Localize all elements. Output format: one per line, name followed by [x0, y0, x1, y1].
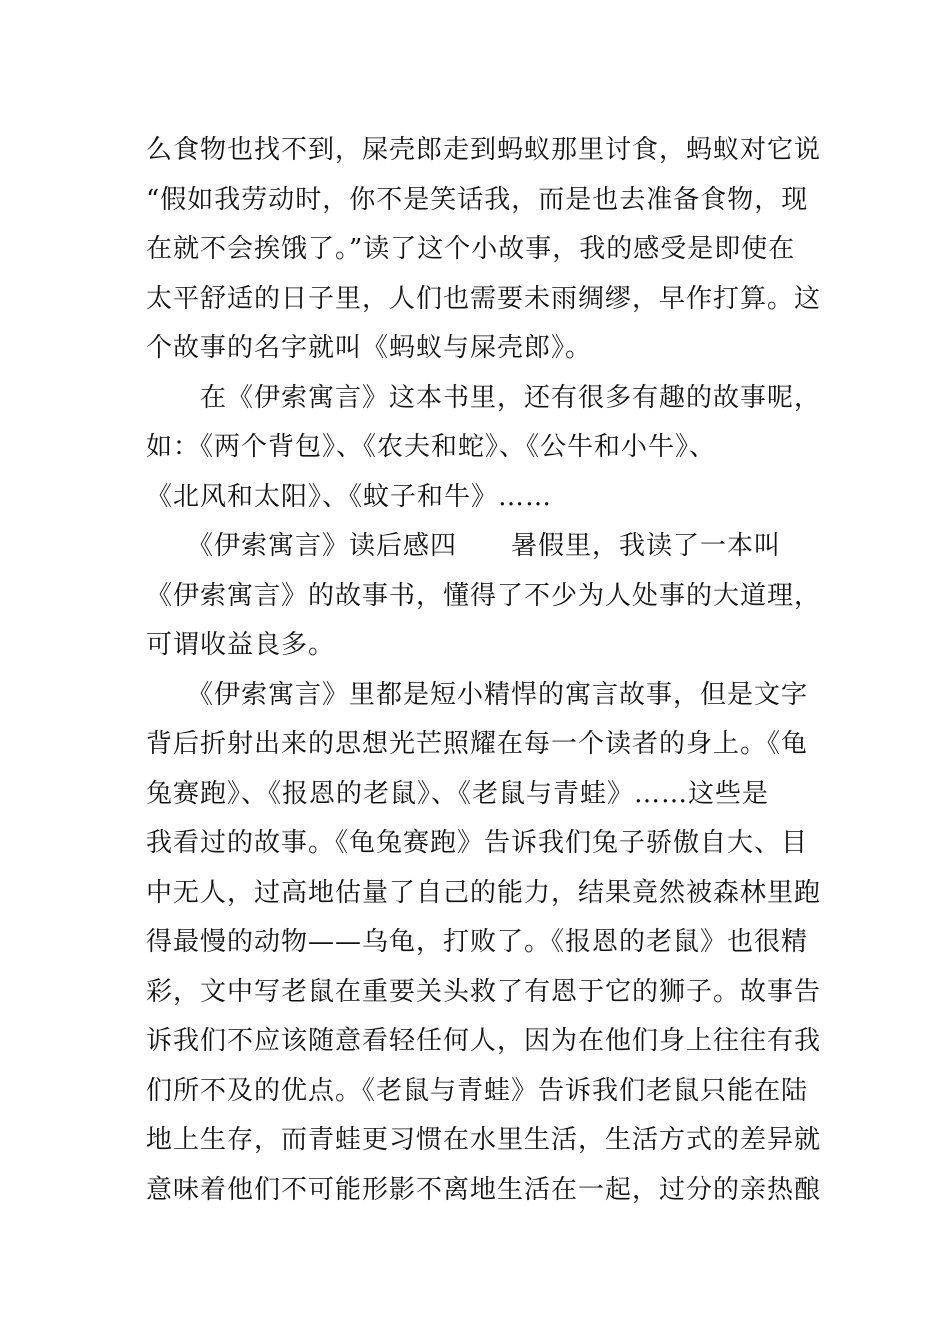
text-line: 《伊索寓言》里都是短小精悍的寓言故事，但是文字 [146, 679, 809, 710]
text-line: 背后折射出来的思想光芒照耀在每一个读者的身上。《龟 [146, 729, 809, 759]
text-line: 在《伊索寓言》这本书里，还有很多有趣的故事呢， [146, 382, 822, 413]
text-line: 中无人，过高地估量了自己的能力，结果竟然被森林里跑 [146, 877, 822, 908]
text-line: 得最慢的动物——乌龟，打败了。《报恩的老鼠》也很精 [146, 927, 809, 957]
text-line: 个故事的名字就叫《蚂蚁与屎壳郎》。 [146, 333, 593, 363]
text-line: 兔赛跑》、《报恩的老鼠》、《老鼠与青蛙》……这些是 [146, 778, 770, 809]
text-line: 《伊索寓言》读后感四 暑假里，我读了一本叫 [146, 531, 782, 561]
text-line: 地上生存，而青蛙更习惯在水里生活，生活方式的差异就 [146, 1125, 822, 1155]
text-line: 意味着他们不可能形影不离地生活在一起，过分的亲热酿 [146, 1174, 822, 1205]
text-line: 如：《两个背包》、《农夫和蛇》、《公牛和小牛》、 [146, 432, 717, 462]
text-line: 彩，文中写老鼠在重要关头救了有恩于它的狮子。故事告 [146, 976, 822, 1007]
text-line: 么食物也找不到，屎壳郎走到蚂蚁那里讨食，蚂蚁对它说 [146, 135, 822, 165]
text-line: 我看过的故事。《龟兔赛跑》告诉我们兔子骄傲自大、目 [146, 828, 809, 858]
text-line: 在就不会挨饿了。”读了这个小故事，我的感受是即使在 [146, 234, 796, 264]
text-line: 可谓收益良多。 [146, 630, 336, 660]
body-text [146, 126, 822, 1215]
text-line: 诉我们不应该随意看轻任何人，因为在他们身上往往有我 [146, 1026, 822, 1056]
text-line: “假如我劳动时，你不是笑话我，而是也去准备食物，现 [146, 184, 809, 215]
text-line: 《北风和太阳》、《蚊子和牛》…… [146, 481, 553, 512]
text-line: 太平舒适的日子里，人们也需要未雨绸缪，早作打算。这 [146, 283, 822, 314]
text-line: 们所不及的优点。《老鼠与青蛙》告诉我们老鼠只能在陆 [146, 1075, 809, 1106]
text-line: 《伊索寓言》的故事书，懂得了不少为人处事的大道理， [146, 580, 822, 611]
